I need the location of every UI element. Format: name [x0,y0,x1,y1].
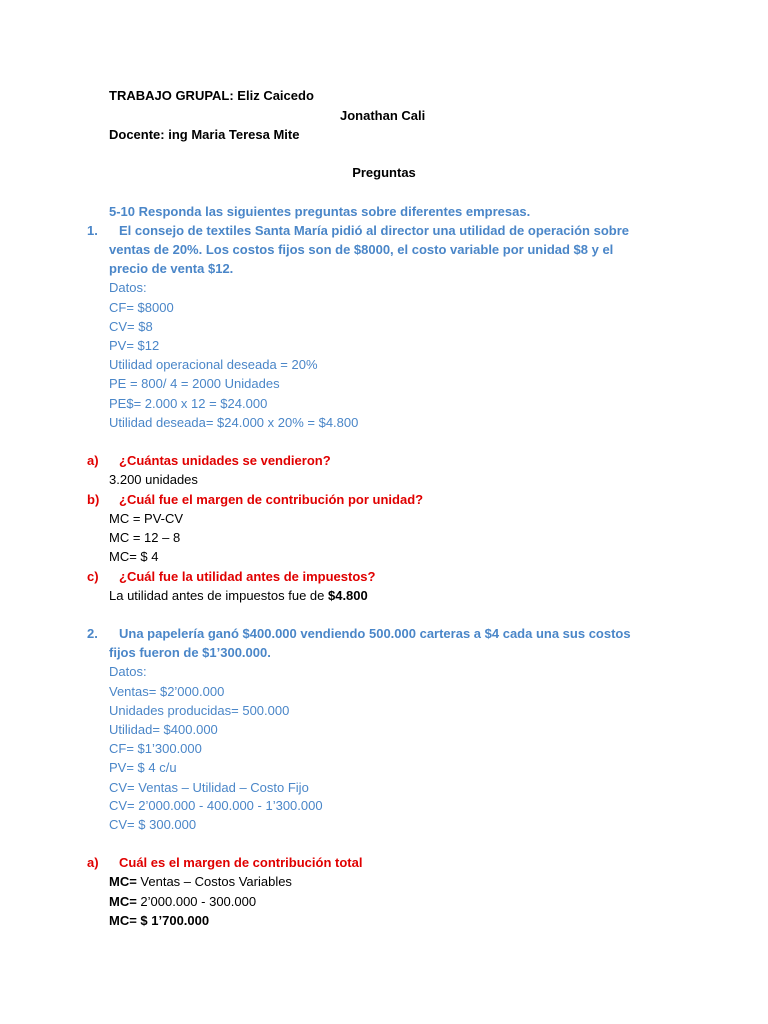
q1b-answer-line: MC= $ 4 [109,549,159,564]
q1-datos-line: PV= $12 [109,338,160,353]
q2a-answer-rest: 2’000.000 - 300.000 [136,894,257,909]
q1-text-line: precio de venta $12. [109,261,234,276]
q1b-answer-line: MC = 12 – 8 [109,530,181,545]
q2-datos-line: Utilidad= $400.000 [109,722,218,737]
q2-datos-line: CV= 2’000.000 - 400.000 - 1’300.000 [109,798,323,813]
q1c-answer-text: La utilidad antes de impuestos fue de [109,588,328,603]
q2a-answer-bold: MC= [109,874,137,889]
q2-datos-label: Datos: [109,664,147,679]
q1c-answer-value: $4.800 [327,588,368,603]
q1c-answer [109,586,368,605]
q1-datos-line: PE$= 2.000 x 12 = $24.000 [109,396,268,411]
q2a-answer-bold: MC= $ 1’700.000 [109,913,210,928]
q2-text-line: fijos fueron de $1’300.000. [109,645,271,660]
q2a-answer-line [109,892,256,911]
q2a-label: a) [87,855,99,870]
q2a-answer-bold: MC= [109,894,137,909]
q1-datos-line: CF= $8000 [109,300,174,315]
q2a-question: Cuál es el margen de contribución total [119,855,363,870]
q1b-label: b) [87,492,100,507]
header-member-line: Jonathan Cali [340,108,426,123]
header-group-line: TRABAJO GRUPAL: Eliz Caicedo [109,88,314,103]
q2-datos-line: CV= Ventas – Utilidad – Costo Fijo [109,780,309,795]
q2-datos-line: PV= $ 4 c/u [109,760,177,775]
q1c-question: ¿Cuál fue la utilidad antes de impuestos? [119,569,376,584]
q1-datos-line: Utilidad operacional deseada = 20% [109,357,318,372]
q1-text-line: ventas de 20%. Los costos fijos son de $8000, el costo variable por unidad $8 y el [109,242,614,257]
q1-datos-line: CV= $8 [109,319,153,334]
q1a-question: ¿Cuántas unidades se vendieron? [119,453,331,468]
q1-datos-line: PE = 800/ 4 = 2000 Unidades [109,376,280,391]
q1b-question: ¿Cuál fue el margen de contribución por unidad? [119,492,424,507]
q1c-label: c) [87,569,99,584]
q1-datos-label: Datos: [109,280,147,295]
q2-datos-line: Ventas= $2’000.000 [109,684,225,699]
q2-datos-line: CV= $ 300.000 [109,817,197,832]
header-teacher-line: Docente: ing Maria Teresa Mite [109,127,300,142]
q2-datos-line: CF= $1’300.000 [109,741,202,756]
q2a-answer-rest: Ventas – Costos Variables [136,874,292,889]
q2-datos-line: Unidades producidas= 500.000 [109,703,290,718]
page-title: Preguntas [352,165,416,180]
q1-text-line: El consejo de textiles Santa María pidió al director una utilidad de operación sobre [119,223,630,238]
q1-number: 1. [87,223,98,238]
intro-text: 5-10 Responda las siguientes preguntas sobre diferentes empresas. [109,204,531,219]
q2a-answer-line [109,872,292,891]
q1b-answer-line: MC = PV-CV [109,511,184,526]
q1a-label: a) [87,453,99,468]
q2-text-line: Una papelería ganó $400.000 vendiendo 500.000 carteras a $4 cada una sus costos [119,626,631,641]
q2-number: 2. [87,626,98,641]
q2a-answer-line [109,911,209,930]
q1a-answer: 3.200 unidades [109,472,198,487]
q1-datos-line: Utilidad deseada= $24.000 x 20% = $4.800 [109,415,359,430]
